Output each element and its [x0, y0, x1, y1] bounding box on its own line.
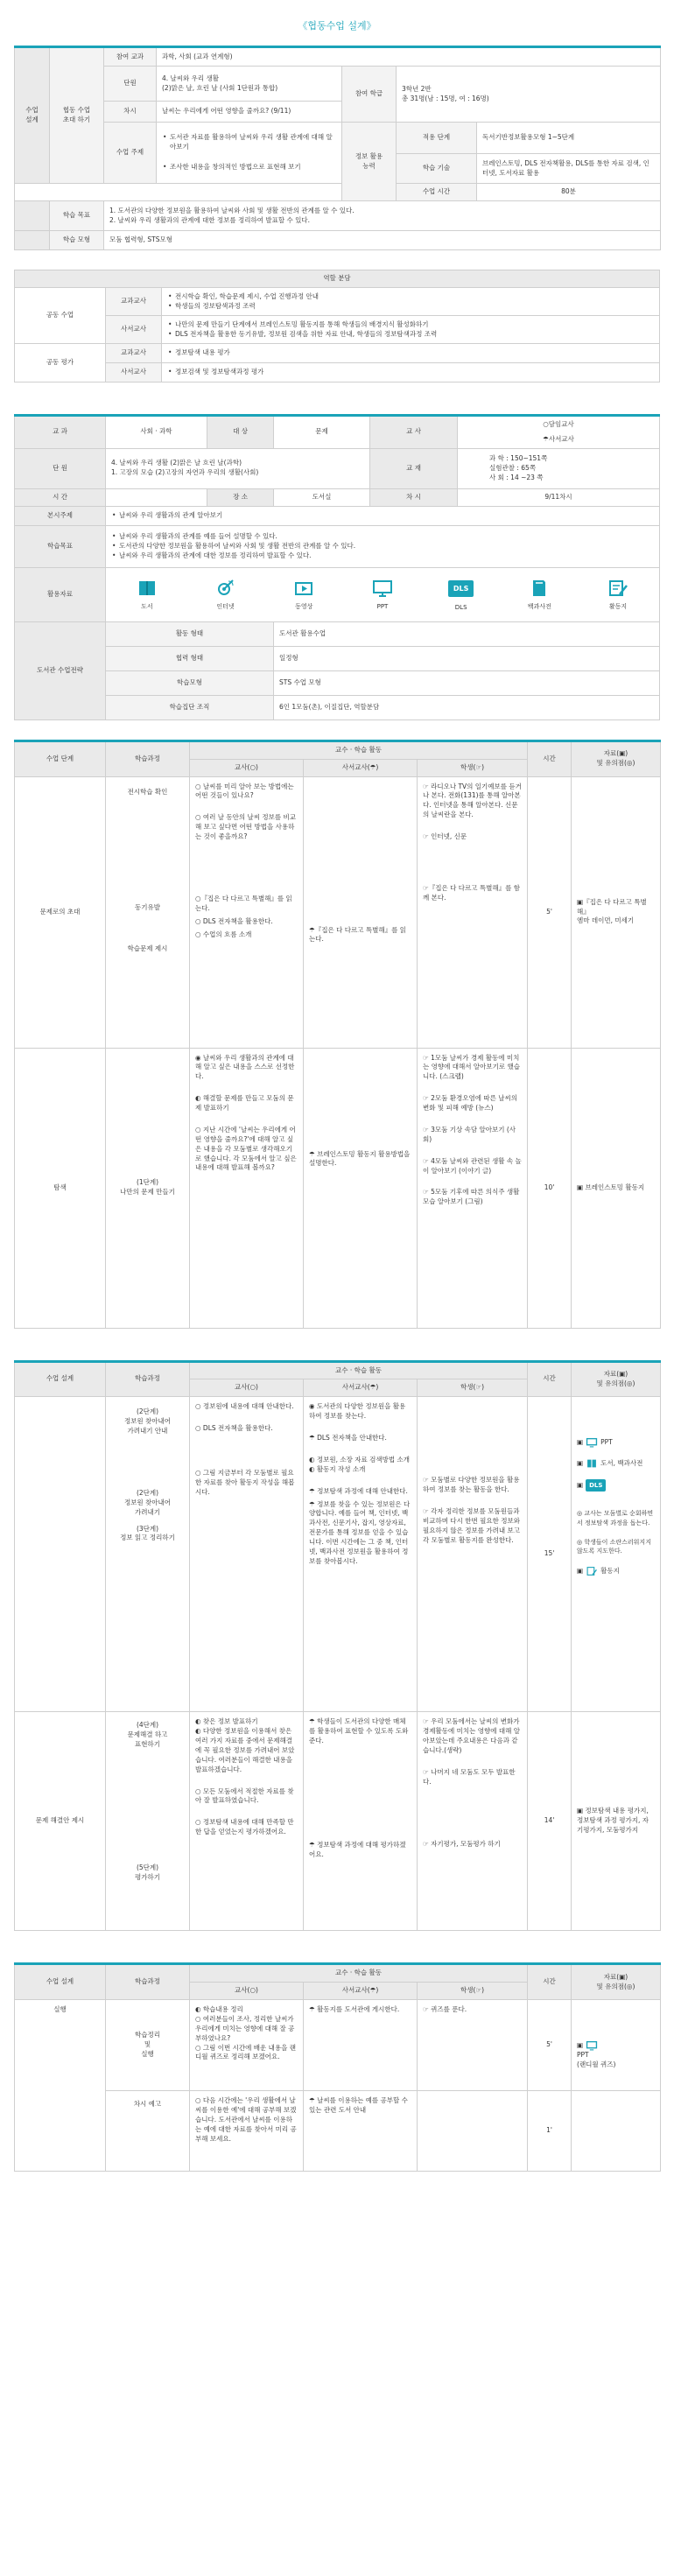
student-empty [418, 2091, 528, 2172]
material-video: 동영상 [274, 579, 333, 611]
monitor-icon [586, 1437, 598, 1448]
material-ppt: PPT [353, 579, 412, 611]
monitor-icon [372, 579, 393, 598]
librarian-activity: ☂『집은 다 다르고 특별해』를 읽는다. [304, 776, 418, 1048]
monitor-icon [586, 2040, 598, 2051]
material-worksheet: 활동지 [588, 579, 648, 611]
lesson-target-value: 문제 [274, 416, 370, 449]
topic-label: 본시주제 [15, 506, 106, 525]
student-activity: ☞ 퀴즈를 푼다. [418, 2000, 528, 2091]
activity-table-3 [14, 1962, 661, 2172]
header-stage: 수업 설계 [15, 1361, 106, 1397]
lesson-unit-label: 단 원 [15, 448, 106, 488]
material-dls: DLS DLS [432, 577, 491, 613]
homeroom-teacher: ○담임교사 [543, 420, 574, 428]
lesson-goal-value [106, 525, 660, 567]
header-process: 학습과정 [106, 1964, 190, 2000]
strategy-row-label: 학습집단 조직 [106, 695, 274, 719]
process-summary: 학습정리 및 실행 [106, 2000, 190, 2091]
header-librarian: 사서교사(☂) [304, 1983, 418, 2000]
strategy-row-label: 학습모형 [106, 670, 274, 695]
dls-icon: DLS [448, 580, 474, 598]
lesson-table [14, 414, 660, 720]
textbook-label: 교 재 [370, 448, 458, 488]
goal-item: 1. 도서관의 다양한 정보원을 활용하여 날씨와 사회 및 생활 전반의 관계를 알 수 있다. [109, 206, 355, 214]
apply-value: 독서기반정보활용모형 1~5단계 [477, 123, 661, 154]
lesson-time-label: 시 간 [15, 488, 106, 506]
eval-teacher-label: 교과교사 [106, 344, 162, 363]
role-item: • 나만의 문제 만들기 단계에서 브레인스토밍 활동지를 통해 학생들의 배경지식 활성화하기 [167, 320, 654, 330]
librarian-activity: ☂ 학생들이 도서관의 다양한 매체를 활용하여 표현할 수 있도록 도와준다. ☂ 정보탐색 과정에 대해 평가하겠어요. [304, 1712, 418, 1931]
strategy-row-value: STS 수업 모형 [274, 670, 660, 695]
header-teach-learn: 교수 · 학습 활동 [190, 1964, 528, 1983]
coop-teacher-value [162, 288, 660, 316]
role-item: • 학생들의 정보탐색과정 조력 [167, 302, 654, 312]
header-materials: 자료(▣) 및 유의점(◎) [572, 1964, 661, 2000]
lesson-unit-value [106, 448, 370, 488]
goal-label: 학습 목표 [50, 201, 104, 231]
librarian-activity: ☂ 브레인스토밍 활동지 활용방법을 설명한다. [304, 1048, 418, 1328]
info-label: 정보 활용 능력 [342, 123, 397, 201]
teacher-activity: ◉ 날씨와 우리 생활과의 관계에 대해 알고 싶은 내용을 스스로 선정한다. ◐ 해결할 문제를 만들고 모둠의 문제 발표하기 ○ 지난 시간에 '날씨는 우리에게 어떤 영향을 줄까요?'에 대해 알고 싶은 내용을 각 모둠별로 생각해오기로 했습니다. 각 모둠에서 알고 싶은 내용에 대해 발표해 볼까요? [190, 1048, 304, 1328]
coop-librarian-value [162, 316, 660, 344]
material-book: 도서 [117, 579, 177, 611]
header-librarian: 사서교사(☂) [304, 759, 418, 776]
header-teacher: 교사(○) [190, 759, 304, 776]
worksheet-icon [586, 1566, 598, 1576]
materials-info: ▣ PPT ▣ 도서, 백과사전 ▣ DLS ◎ 교사는 모둠별로 순회하면서 정보탐색 과정을 돕는다. ◎ 학생들이 소란스러워지지 않도록 지도한다. ▣ 활동지 [572, 1397, 661, 1712]
encyclopedia-icon [529, 579, 550, 598]
plan-subsection-label: 협동 수업 초대 하기 [50, 47, 104, 184]
header-materials: 자료(▣) 및 유의점(◎) [572, 741, 661, 776]
lesson-teacher-label: 교 사 [370, 416, 458, 449]
header-librarian: 사서교사(☂) [304, 1379, 418, 1397]
theme-item: • 도서관 자료를 활용하여 날씨와 우리 생활 관계에 대해 알아보기 [162, 133, 336, 152]
materials-icons [106, 567, 660, 621]
materials-summary: ▣ PPT (랜디월 퀴즈) [572, 2000, 661, 2091]
unit-item: 1. 고장의 모습 (2)고장의 자연과 우리의 생활(사회) [111, 468, 259, 477]
stage-solution: 문제 해결안 제시 [15, 1712, 106, 1931]
subject-value: 과학, 사회 (교과 연계형) [157, 47, 661, 67]
plan-section-label: 수업 설계 [15, 47, 50, 184]
strategy-row-value: 6인 1모둠(촌), 이질집단, 역할분담 [274, 695, 660, 719]
student-activity: ☞ 라디오나 TV의 일기예보를 듣거나 본다. 전화(131)를 통해 알아본다. 인터넷을 통해 알아본다. 신문의 날씨란을 본다. ☞ 인터넷, 신문 ☞『집은 다 다르고 특별해』를 함께 본다. [418, 776, 528, 1048]
goal-item: • 날씨와 우리 생활과의 관계를 예를 들어 설명할 수 있다. [111, 532, 654, 542]
textbook-item: 사 회 : 14 ~23 쪽 [489, 473, 544, 481]
video-icon [293, 579, 314, 598]
document-title: 《협동수업 설계》 [298, 20, 376, 32]
time-value: 80분 [477, 184, 661, 201]
process-invitation: 전시학습 확인 동기유발 학습문제 제시 [106, 776, 190, 1048]
unit-label: 단원 [104, 67, 157, 102]
goal-value [104, 201, 661, 231]
eval-teacher-value [162, 344, 660, 363]
textbook-item: 실험관찰 : 65쪽 [489, 463, 537, 472]
lesson-subject-value: 사회 · 과학 [106, 416, 207, 449]
eval-librarian-label: 사서교사 [106, 363, 162, 383]
materials-empty [572, 2091, 661, 2172]
place-label: 장 소 [207, 488, 274, 506]
librarian-activity: ◉ 도서관의 다양한 정보원을 활용하여 정보를 찾는다. ☂ DLS 전자책을 안내한다. ◐ 정보원, 소장 자료 검색방법 소개 ◐ 활동지 작성 소개 ☂ 정보탐색 과정에 대해 안내한다. ☂ 정보를 찾을 수 있는 정보원은 다양합니다. 예를 들어 책, 인터넷, 백과사전, 신문기사, 잡지, 영상자료, 전문가를 통해 정보를 얻을 수 있습니다. 이번 시간에는 그 중 책, 인터넷, 백과사전 정보원을 활용하여 정보를 찾아봅시다. [304, 1397, 418, 1712]
plan-table [14, 46, 661, 250]
lesson-target-label: 대 상 [207, 416, 274, 449]
goal-item: 2. 날씨와 우리 생활과의 관계에 대한 정보를 정리하여 발표할 수 있다. [109, 215, 310, 224]
topic-item: • 날씨와 우리 생활과의 관계 알아보기 [111, 511, 654, 521]
header-stage: 수업 설계 [15, 1964, 106, 2000]
materials-label: 활용자료 [15, 567, 106, 621]
period-value: 날씨는 우리에게 어떤 영향을 줄까요? (9/11) [157, 102, 342, 123]
lesson-period-value: 9/11차시 [458, 488, 660, 506]
student-activity: ☞ 1모둠 날씨가 경제 활동에 미치는 영향에 대해서 알아보기로 했습니다. (스크랩) ☞ 2모둠 환경오염에 따른 날씨의 변화 및 피해 예방 (뉴스) ☞ 3모둠 기상 속담 알아보기 (사회) ☞ 4모둠 날씨와 관련된 생활 속 놀이 알아보기 (이야기 글) ☞ 5모둠 기후에 따른 의식주 생활 모습 알아보기 (그림) [418, 1048, 528, 1328]
theme-label: 수업 주제 [104, 123, 157, 184]
unit-value: 4. 날씨와 우리 생활 (2)맑은 날, 흐린 날 (사회 1단원과 통합) [157, 67, 342, 102]
strategy-row-value: 일정형 [274, 646, 660, 670]
activity-table-2 [14, 1360, 661, 1932]
librarian-teacher: ☂사서교사 [543, 434, 574, 443]
coop-librarian-label: 사서교사 [106, 316, 162, 344]
lesson-subject-label: 교 과 [15, 416, 106, 449]
book-icon [137, 579, 158, 598]
theme-item: • 조사한 내용을 창의적인 방법으로 표현해 보기 [162, 163, 336, 172]
unit-item: 4. 날씨와 우리 생활 (2)맑은 날 흐린 날(과학) [111, 459, 242, 467]
role-item: • 정보검색 및 정보탐색과정 평가 [167, 368, 654, 377]
time-label: 수업 시간 [397, 184, 477, 201]
role-table [14, 270, 660, 383]
header-materials: 자료(▣) 및 유의점(◎) [572, 1361, 661, 1397]
period-label: 차시 [104, 102, 157, 123]
process-solution: (4단계) 문제해결 하고 표현하기 (5단계) 평가하기 [106, 1712, 190, 1931]
header-teach-learn: 교수 · 학습 활동 [190, 1361, 528, 1379]
teacher-activity: ◐ 학습내용 정리 ○ 여러분들이 조사, 정리한 날씨가 우리에게 미치는 영향에 대해 잘 공부하였나요? ○ 그림 이번 시간에 배운 내용을 랜디월 퀴즈로 정리해 보겠어요. [190, 2000, 304, 2091]
theme-value [157, 123, 342, 184]
teacher-activity: ○ 정보원에 내용에 대해 안내한다. ○ DLS 전자책을 활용한다. ○ 그림 지금부터 각 모둠별로 필요한 자료를 찾아 활동지 작성을 해봅시다. [190, 1397, 304, 1712]
participants-value: 3학년 2반 총 31명(남 : 15명, 여 : 16명) [397, 67, 661, 123]
student-activity: ☞ 우리 모둠에서는 날씨의 변화가 경제활동에 미치는 영향에 대해 알아보았는데 주요내용은 다음과 같습니다.(생략) ☞ 나머지 네 모둠도 모두 발표한다. ☞ 자기평가, 모둠평가 하기 [418, 1712, 528, 1931]
header-stage: 수업 단계 [15, 741, 106, 776]
topic-value [106, 506, 660, 525]
teacher-activity: ○ 날씨를 미리 알아 보는 방법에는 어떤 것들이 있나요? ○ 여러 날 동안의 날씨 정보를 비교해 보고 싶다면 어떤 방법을 사용하는 것이 좋을까요? ○『집은 다 다르고 특별해』를 읽는다. ○ DLS 전자책을 활용한다. ○ 수업의 흐름 소개 [190, 776, 304, 1048]
lesson-period-label: 차 시 [370, 488, 458, 506]
role-item: • DLS 전자책을 활용한 동기유발, 정보원 검색을 위한 자료 안내, 학생들의 정보탐색과정 조력 [167, 330, 654, 340]
apply-label: 적용 단계 [397, 123, 477, 154]
role-header: 역할 분담 [15, 270, 660, 288]
header-teach-learn: 교수 · 학습 활동 [190, 741, 528, 759]
model-value: 모둠 협력형, STS모형 [104, 231, 661, 250]
time-summary: 5' [528, 2000, 572, 2091]
librarian-activity: ☂ 활동지를 도서관에 게시한다. [304, 2000, 418, 2091]
material-encyclopedia: 백과사전 [509, 579, 569, 611]
header-time: 시간 [528, 741, 572, 776]
process-explore: (1단계) 나만의 문제 만들기 [106, 1048, 190, 1328]
lesson-goal-label: 학습목표 [15, 525, 106, 567]
header-teacher: 교사(○) [190, 1983, 304, 2000]
process-preview: 차시 예고 [106, 2091, 190, 2172]
materials-solution: ▣ 정보탐색 내용 평가지, 정보탐색 과정 평가지, 자기평가지, 모둠평가지 [572, 1712, 661, 1931]
header-student: 학생(☞) [418, 759, 528, 776]
material-internet: 인터넷 [196, 579, 256, 611]
teacher-activity: ○ 다음 시간에는 '우리 생활에서 날씨를 이용한 예'에 대해 공부해 보겠습니다. 도서관에서 날씨를 이용하는 예에 대한 자료를 찾아서 미리 공부해 보세요. [190, 2091, 304, 2172]
time-preview: 1' [528, 2091, 572, 2172]
book-icon [586, 1458, 598, 1469]
dls-icon: DLS [586, 1479, 606, 1492]
worksheet-icon [607, 579, 628, 598]
teacher-activity: ◐ 찾은 정보 발표하기 ◐ 다양한 정보원을 이용해서 찾은 여러 가지 자료를 중에서 문제해결에 꼭 필요한 정보를 가려내어 보았습니다. 여러분들이 해결한 내용을 발표하겠습니다. ○ 모든 모둠에서 적절한 자료를 찾아 잘 발표하였습니다. ○ 정보탐색 내용에 대해 만족할 만한 답을 얻었는지 평가하겠어요. [190, 1712, 304, 1931]
header-student: 학생(☞) [418, 1379, 528, 1397]
strategy-row-value: 도서관 활용수업 [274, 621, 660, 646]
materials-invitation: ▣『집은 다 다르고 특별해』 엠마 데이먼, 미세기 [572, 776, 661, 1048]
textbook-item: 과 학 : 150~151쪽 [489, 453, 548, 462]
skill-label: 학습 기술 [397, 154, 477, 184]
model-label: 학습 모형 [50, 231, 104, 250]
place-value: 도서실 [274, 488, 370, 506]
header-process: 학습과정 [106, 741, 190, 776]
time-invitation: 5' [528, 776, 572, 1048]
header-teacher: 교사(○) [190, 1379, 304, 1397]
eval-librarian-value [162, 363, 660, 383]
header-time: 시간 [528, 1361, 572, 1397]
stage-empty [15, 1397, 106, 1712]
student-activity: ☞ 모둠별로 다양한 정보원을 활용하여 정보를 찾는 활동을 한다. ☞ 각자 정리한 정보를 모둠원들과 비교하며 다시 한번 필요한 정보와 필요하지 않은 정보를 가려내 보고 각 모둠별로 활동지를 완성한다. [418, 1397, 528, 1712]
coop-teacher-label: 교과교사 [106, 288, 162, 316]
role-item: • 정보탐색 내용 평가 [167, 348, 654, 358]
time-solution: 14' [528, 1712, 572, 1931]
strategy-row-label: 협력 형태 [106, 646, 274, 670]
strategy-label: 도서관 수업전략 [15, 621, 106, 719]
coop-label: 공동 수업 [15, 288, 106, 344]
goal-item: • 날씨와 우리 생활과의 관계에 대한 정보를 정리하여 발표할 수 있다. [111, 551, 654, 561]
header-student: 학생(☞) [418, 1983, 528, 2000]
stage-execute: 실행 [15, 2000, 106, 2172]
role-item: • 전시학습 확인, 학습문제 제시, 수업 진행과정 안내 [167, 292, 654, 302]
internet-icon [215, 579, 236, 598]
time-explore: 10' [528, 1048, 572, 1328]
textbook-value [458, 448, 660, 488]
skill-value: 브레인스토밍, DLS 전자책활용, DLS를 통한 자료 검색, 인터넷, 도서자료 활용 [477, 154, 661, 184]
header-process: 학습과정 [106, 1361, 190, 1397]
participants-label: 참여 학급 [342, 67, 397, 123]
eval-label: 공동 평가 [15, 344, 106, 383]
time-info: 15' [528, 1397, 572, 1712]
activity-table-1 [14, 740, 661, 1329]
header-time: 시간 [528, 1964, 572, 2000]
goal-item: • 도서관의 다양한 정보원을 활용하여 날씨와 사회 및 생활 전반의 관계를 알 수 있다. [111, 542, 654, 551]
stage-explore: 탐색 [15, 1048, 106, 1328]
materials-explore: ▣ 브레인스토밍 활동지 [572, 1048, 661, 1328]
process-info: (2단계) 정보원 찾아내어 가려내기 안내 (2단계) 정보원 찾아내어 가려내기 (3단계) 정보 읽고 정리하기 [106, 1397, 190, 1712]
lesson-teacher-value [458, 416, 660, 449]
strategy-row-label: 활동 형태 [106, 621, 274, 646]
librarian-activity: ☂ 날씨를 이용하는 예를 공부할 수 있는 관련 도서 안내 [304, 2091, 418, 2172]
subject-label: 참여 교과 [104, 47, 157, 67]
stage-invitation: 문제로의 초대 [15, 776, 106, 1048]
